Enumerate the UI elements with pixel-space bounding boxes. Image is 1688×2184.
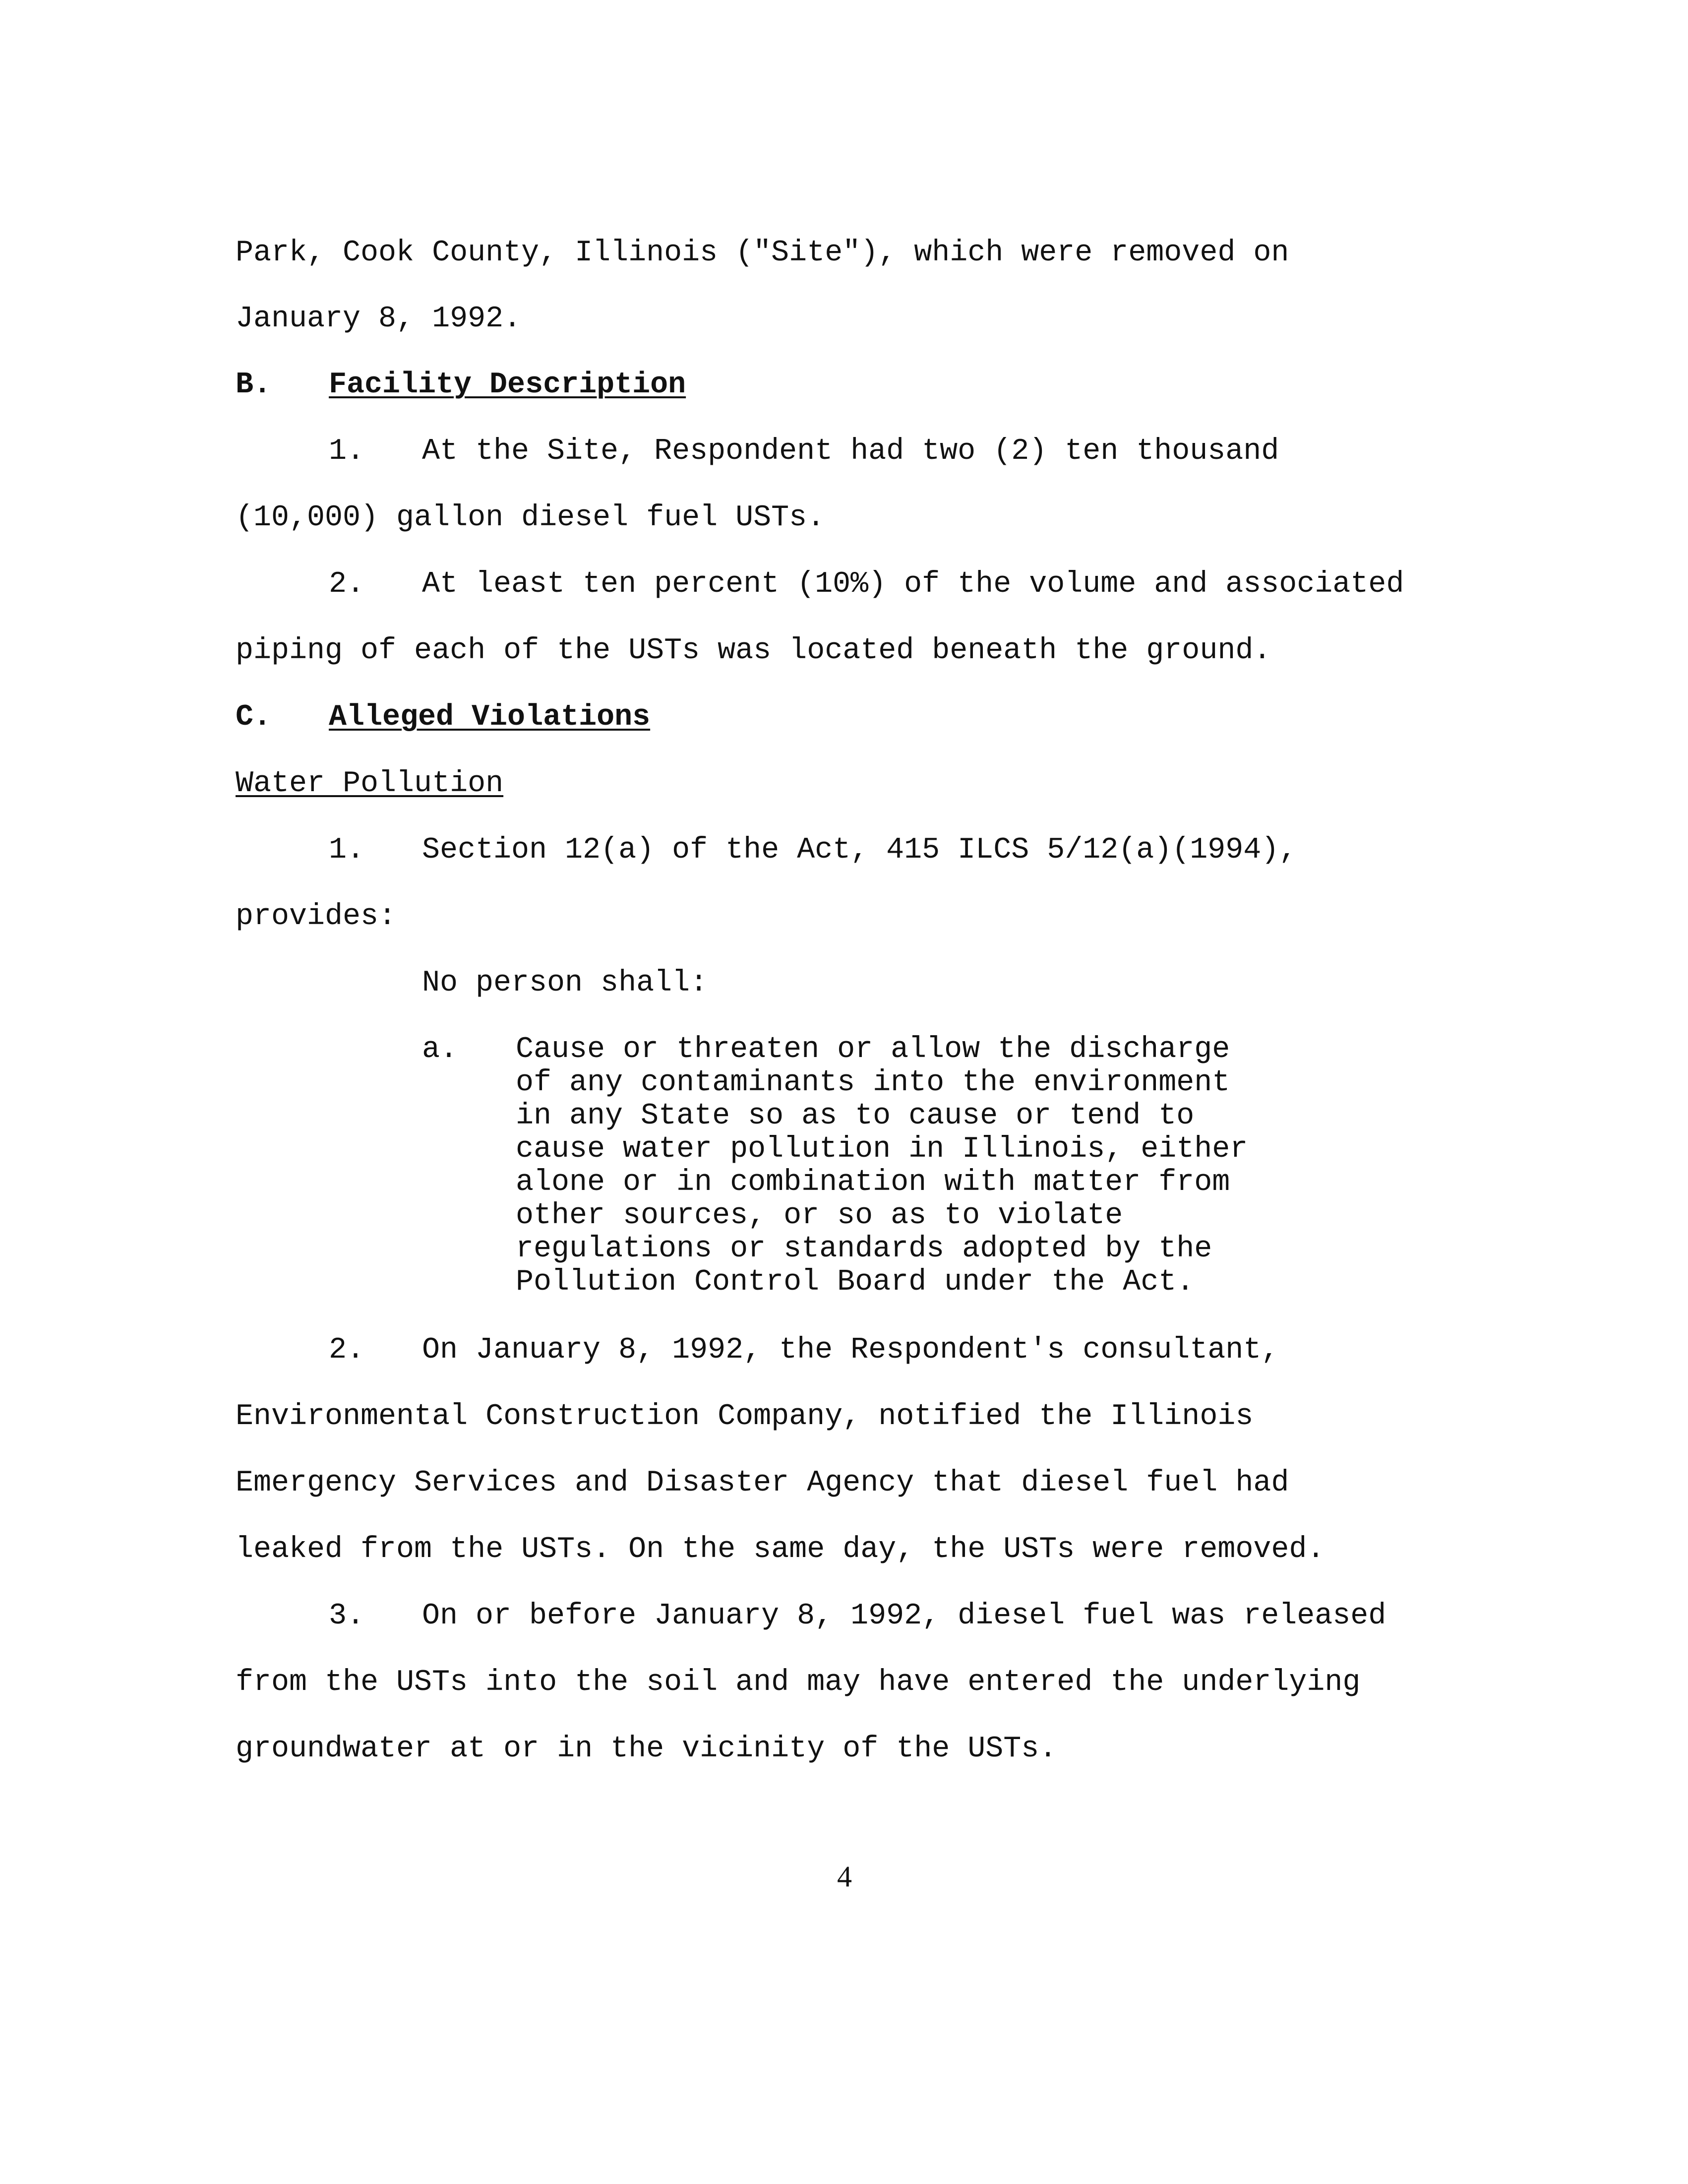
quote-item-letter: a. <box>422 1033 458 1066</box>
quote-line-2: of any contaminants into the environment <box>516 1066 1230 1100</box>
quote-line-3: in any State so as to cause or tend to <box>516 1099 1195 1133</box>
water-pollution-subheading: Water Pollution <box>236 767 504 801</box>
quote-line-1: Cause or threaten or allow the discharge <box>516 1033 1230 1066</box>
section-c-para3-number: 3. <box>329 1599 365 1633</box>
section-c-para1-line1: Section 12(a) of the Act, 415 ILCS 5/12(a)(1994), <box>422 833 1297 867</box>
section-c-letter: C. <box>236 700 272 734</box>
section-c-para2-line1: On January 8, 1992, the Respondent's consultant, <box>422 1333 1279 1367</box>
quote-line-4: cause water pollution in Illinois, either <box>516 1132 1248 1166</box>
quote-line-7: regulations or standards adopted by the <box>516 1232 1212 1266</box>
section-b-letter: B. <box>236 368 272 402</box>
section-c-para2-line2: Environmental Construction Company, notified the Illinois <box>236 1400 1254 1434</box>
continuation-line-1: Park, Cook County, Illinois ("Site"), which were removed on <box>236 236 1289 270</box>
section-c-para3-line1: On or before January 8, 1992, diesel fuel was released <box>422 1599 1387 1633</box>
section-b-para1-line1: At the Site, Respondent had two (2) ten thousand <box>422 435 1279 468</box>
section-c-para2-number: 2. <box>329 1333 365 1367</box>
section-c-para2-line3: Emergency Services and Disaster Agency that diesel fuel had <box>236 1466 1289 1500</box>
section-c-para3-line3: groundwater at or in the vicinity of the USTs. <box>236 1732 1057 1766</box>
continuation-line-2: January 8, 1992. <box>236 302 522 336</box>
section-b-para1-line2: (10,000) gallon diesel fuel USTs. <box>236 501 825 535</box>
section-b-para2-number: 2. <box>329 567 365 601</box>
quote-line-8: Pollution Control Board under the Act. <box>516 1265 1195 1299</box>
section-c-para2-line4: leaked from the USTs. On the same day, the USTs were removed. <box>236 1533 1325 1566</box>
section-b-para1-number: 1. <box>329 435 365 468</box>
section-b-para2-line2: piping of each of the USTs was located beneath the ground. <box>236 634 1271 668</box>
quote-line-5: alone or in combination with matter from <box>516 1166 1230 1199</box>
section-c-para3-line2: from the USTs into the soil and may have entered the underlying <box>236 1666 1361 1699</box>
quote-intro: No person shall: <box>422 966 708 1000</box>
section-c-para1-line2: provides: <box>236 900 397 934</box>
section-b-heading: Facility Description <box>329 368 686 402</box>
page-number: 4 <box>837 1860 852 1893</box>
section-c-heading: Alleged Violations <box>329 700 651 734</box>
quote-line-6: other sources, or so as to violate <box>516 1199 1123 1233</box>
section-b-para2-line1: At least ten percent (10%) of the volume and associated <box>422 567 1404 601</box>
section-c-para1-number: 1. <box>329 833 365 867</box>
